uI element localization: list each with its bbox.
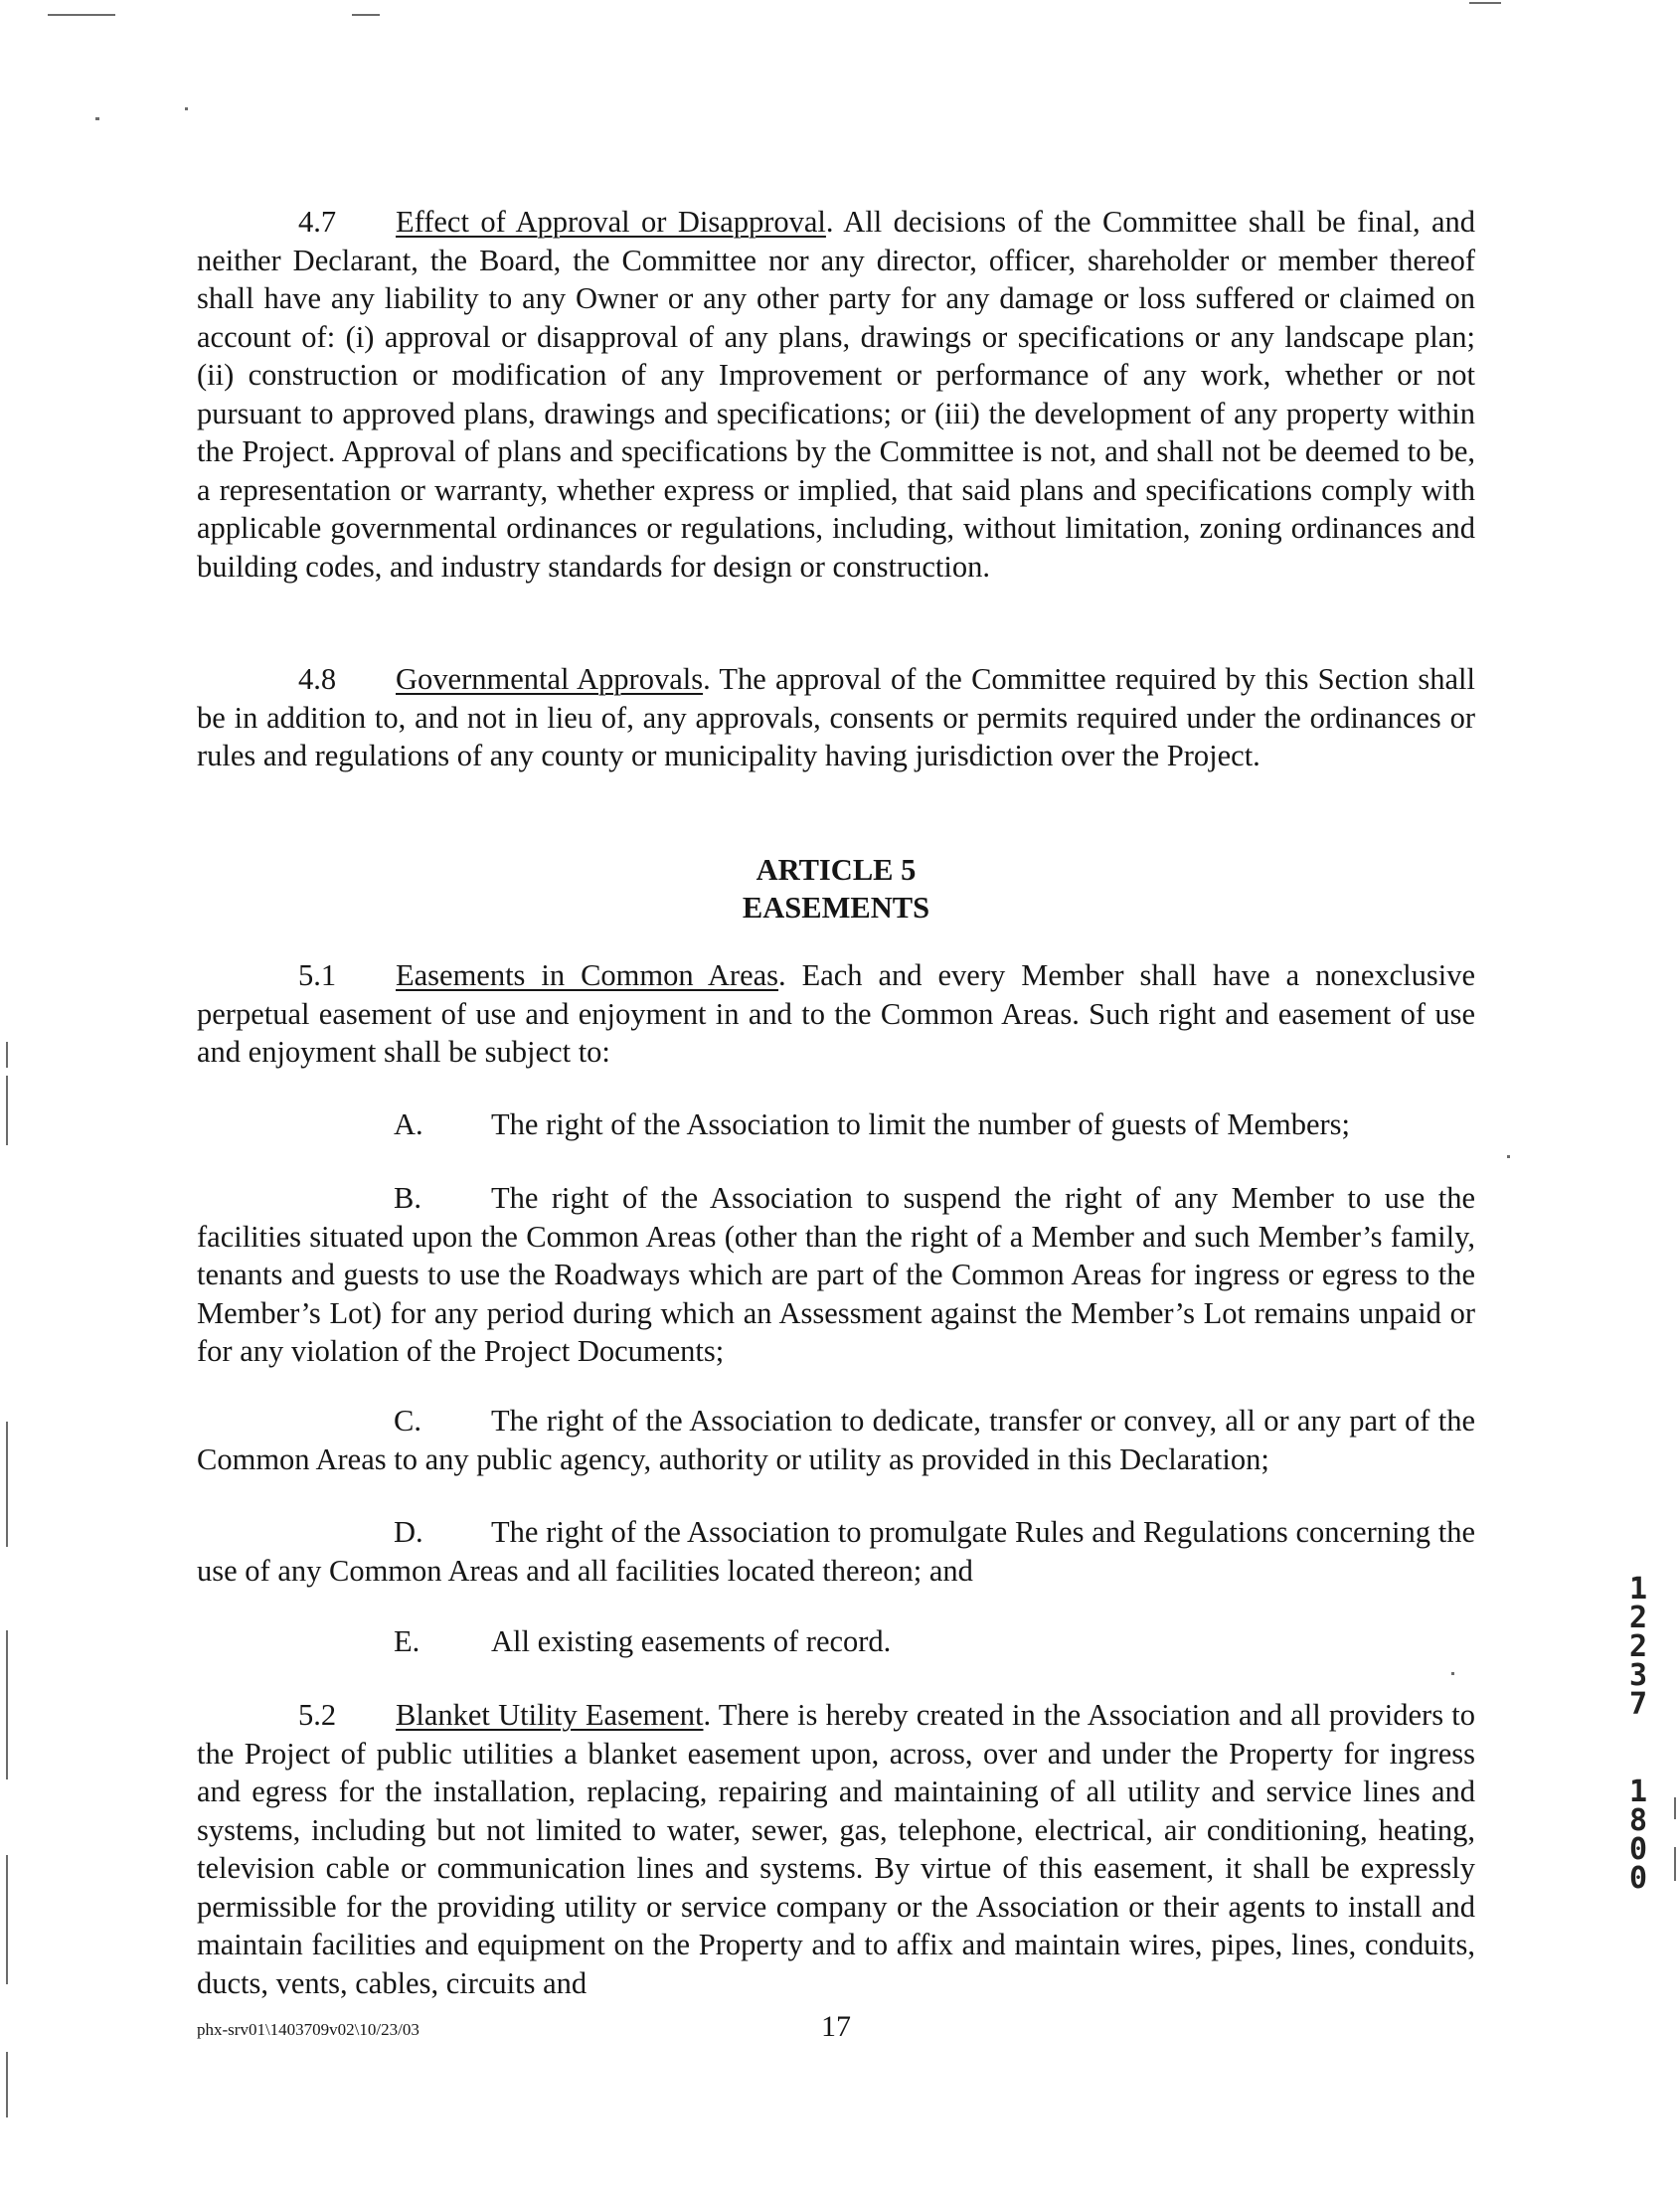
list-item-a xyxy=(197,1105,1475,1144)
recording-digit: 0 xyxy=(1628,1861,1648,1896)
item-letter: D. xyxy=(394,1515,423,1549)
section-heading: Easements in Common Areas xyxy=(396,958,779,992)
section-number: 5.2 xyxy=(298,1698,337,1732)
scan-mark xyxy=(6,1630,8,1779)
recording-digit: 2 xyxy=(1628,1601,1648,1635)
item-letter: B. xyxy=(394,1181,421,1215)
scan-mark xyxy=(6,2052,8,2117)
section-4-7 xyxy=(197,203,1475,586)
list-item-b xyxy=(197,1179,1475,1371)
recording-digit: 1 xyxy=(1628,1572,1648,1607)
list-item-e xyxy=(197,1622,1475,1661)
section-4-8 xyxy=(197,660,1475,775)
item-text: The right of the Association to suspend the right of any Member to use the facilities situated upon the Common Areas (other than the right of a Member and such Member’s family, tenants and guests to use the Roadways which are part of the Common Areas for ingress or egress to the Member’s Lot) for any period during which an Assessment against the Member’s Lot remains unpaid or for any violation of the Project Documents; xyxy=(197,1181,1475,1368)
recording-number-group-1 xyxy=(1624,1572,1652,1722)
section-5-2 xyxy=(197,1696,1475,2002)
item-text: The right of the Association to promulgate Rules and Regulations concerning the use of any Common Areas and all facilities located thereon; and xyxy=(197,1515,1475,1588)
list-item-d xyxy=(197,1513,1475,1590)
article-title: EASEMENTS xyxy=(742,891,930,925)
section-text: . All decisions of the Committee shall be final, and neither Declarant, the Board, the Committee nor any director, officer, shareholder or member thereof shall have any liability to any Owner or any other party for any damage or loss suffered or claimed on account of: (i) approval or disapproval of any plans, drawings or specifications or any landscape plan; (ii) construction or modification of any Improvement or performance of any work, whether or not pursuant to approved plans, drawings and specifications; or (iii) the development of any property within the Project. Approval of plans and specifications by the Committee is not, and shall not be deemed to be, a representation or warranty, whether express or implied, that said plans and specifications comply with applicable governmental ordinances or regulations, including, without limitation, zoning ordinances and building codes, and industry standards for design or construction. xyxy=(197,205,1475,584)
item-text: The right of the Association to dedicate, transfer or convey, all or any part of the Common Areas to any public agency, authority or utility as provided in this Declaration; xyxy=(197,1404,1475,1476)
section-heading: Governmental Approvals xyxy=(396,662,704,696)
scan-mark xyxy=(6,1076,8,1145)
section-text: . There is hereby created in the Association and all providers to the Project of public utilities a blanket easement upon, across, over and under the Property for ingress and egress for the installation, replacing, repairing and maintaining of all utility and service lines and systems, including but not limited to water, sewer, gas, telephone, electrical, air conditioning, heating, television cable or communication lines and systems. By virtue of this easement, it shall be expressly permissible for the providing utility or service company or the Association or their agents to install and maintain facilities and equipment on the Property and to affix and maintain wires, pipes, lines, conduits, ducts, vents, cables, circuits and xyxy=(197,1698,1476,2000)
item-letter: E. xyxy=(394,1624,420,1658)
item-text: All existing easements of record. xyxy=(491,1624,892,1658)
scan-mark xyxy=(48,14,115,16)
item-text: The right of the Association to limit the number of guests of Members; xyxy=(491,1107,1351,1141)
recording-digit: 8 xyxy=(1628,1803,1648,1838)
section-5-1 xyxy=(197,956,1475,1072)
recording-digit: 0 xyxy=(1628,1832,1648,1867)
scan-mark xyxy=(1507,1155,1510,1158)
scan-mark xyxy=(6,1422,8,1547)
section-number: 4.8 xyxy=(298,662,337,696)
section-heading: Blanket Utility Easement xyxy=(396,1698,704,1732)
scan-mark xyxy=(1469,2,1501,4)
section-number: 5.1 xyxy=(298,958,337,992)
scan-mark xyxy=(6,1855,8,1984)
section-heading: Effect of Approval or Disapproval xyxy=(396,205,826,239)
recording-digit: 7 xyxy=(1628,1687,1648,1722)
scan-mark xyxy=(6,1042,8,1068)
scan-mark xyxy=(185,107,188,110)
item-letter: A. xyxy=(394,1107,423,1141)
recording-digit: 3 xyxy=(1628,1658,1648,1693)
recording-digit: 2 xyxy=(1628,1629,1648,1664)
recording-number-group-2 xyxy=(1624,1775,1652,1896)
article-heading xyxy=(197,851,1475,927)
section-text: . Each and every Member shall have a nonexclusive perpetual easement of use and enjoyment in and to the Common Areas. Such right and easement of use and enjoyment shall be subject to: xyxy=(197,958,1475,1069)
footer-file-reference: phx-srv01\1403709v02\10/23/03 xyxy=(197,2020,420,2039)
list-item-c xyxy=(197,1402,1475,1478)
scan-mark xyxy=(352,14,380,16)
item-letter: C. xyxy=(394,1404,421,1438)
scan-mark xyxy=(1674,1797,1676,1819)
scan-mark xyxy=(1674,1847,1676,1881)
scan-mark xyxy=(95,117,99,120)
section-number: 4.7 xyxy=(298,205,337,239)
recording-digit: 1 xyxy=(1628,1775,1648,1809)
article-number: ARTICLE 5 xyxy=(756,853,917,887)
section-text: . The approval of the Committee required by this Section shall be in addition to, and not in lieu of, any approvals, consents or permits required under the ordinances or rules and regulations of any county or municipality having jurisdiction over the Project. xyxy=(197,662,1475,772)
scan-mark xyxy=(1451,1672,1454,1675)
page-number: 17 xyxy=(821,2010,851,2043)
